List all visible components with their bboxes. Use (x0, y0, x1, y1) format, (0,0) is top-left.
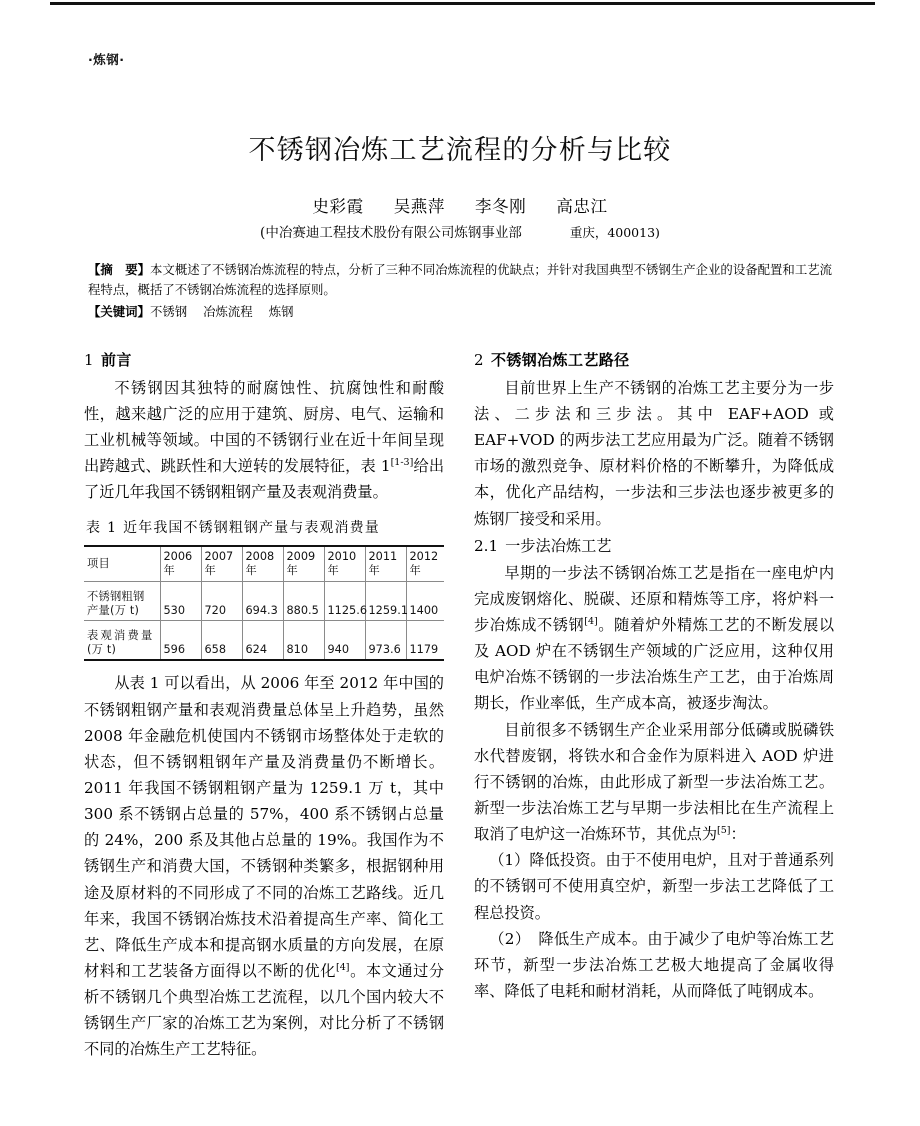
reference-marker-4: [4] (336, 961, 350, 973)
table-header-cell-2012: 2012 年 (406, 546, 444, 582)
section-heading-2-1 (474, 533, 834, 559)
table-row-label-consumption-line1: 表观消费量 (87, 628, 155, 642)
section-21-title: 一步法冶炼工艺 (505, 536, 612, 555)
table-row-label-consumption (84, 621, 160, 661)
table-1-caption-text: 近年我国不锈钢粗钢产量与表观消费量 (123, 519, 380, 536)
table-cell: 624 (242, 621, 283, 661)
paragraph-section21-2-b: ： (730, 825, 746, 844)
table-row-label-production (84, 582, 160, 621)
table-row (84, 621, 444, 661)
table-cell: 1400 (406, 582, 444, 621)
table-cell: 880.5 (283, 582, 324, 621)
table-header-cell-item: 项目 (84, 546, 160, 582)
keyword-3: 炼钢 (268, 304, 294, 320)
affiliation-org: (中冶赛迪工程技术股份有限公司炼钢事业部 (260, 225, 522, 241)
author-list (0, 193, 920, 217)
table-cell: 973.6 (365, 621, 406, 661)
keywords-label: 【关键词】 (88, 304, 150, 320)
table-cell: 810 (283, 621, 324, 661)
table-header-cell-2009: 2009 年 (283, 546, 324, 582)
table-cell: 658 (201, 621, 242, 661)
running-head: ·炼钢· (88, 52, 125, 67)
table-row-label-production-line2: 产量(万 t) (87, 604, 140, 618)
paragraph-section2-1: 目前世界上生产不锈钢的冶炼工艺主要分为一步法、二步法和三步法。其中 EAF+AOD 或 EAF+VOD 的两步法工艺应用最为广泛。随着不锈钢市场的激烈竞争、原材料价格的不断攀升，为降低成本，优化产品结构，一步法和三步法也逐步被更多的炼钢厂接受和采用。 (474, 378, 834, 528)
paragraph-intro-1-a: 不锈钢因其独特的耐腐蚀性、抗腐蚀性和耐酸性，越来越广泛的应用于建筑、厨房、电气、运输和工业机械等领域。中国的不锈钢行业在近十年间呈现出跨越式、跳跃性和大逆转的发展特征，表 1 (84, 378, 444, 476)
keyword-1: 不锈钢 (149, 304, 188, 320)
table-cell: 1179 (406, 621, 444, 661)
list-item: （1）降低投资。由于不使用电炉，且对于普通系列的不锈钢可不使用真空炉，新型一步法工艺降低了工程总投资。 (474, 851, 834, 922)
keyword-2: 冶炼流程 (203, 304, 253, 320)
paragraph-intro-1-b: 给出了近几年我国不锈钢粗钢产量及表观消费量。 (84, 457, 445, 502)
paragraph-section21-1-a: 早期的一步法不锈钢冶炼工艺是指在一座电炉内完成废钢熔化、脱碳、还原和精炼等工序，将炉料一步冶炼成不锈钢 (474, 563, 834, 635)
column-left (84, 348, 444, 1063)
paragraph-section21-2 (474, 717, 834, 848)
table-1-caption-label: 表 (86, 519, 102, 536)
table-header-row (84, 546, 444, 582)
table-row (84, 582, 444, 621)
table-cell: 694.3 (242, 582, 283, 621)
table-header-cell-2010: 2010 年 (324, 546, 365, 582)
column-right (474, 348, 834, 1004)
abstract-block (88, 260, 832, 324)
list-item: （2） 降低生产成本。由于减少了电炉等冶炼工艺环节，新型一步法冶炼工艺极大地提高了金属收得率、降低了电耗和耐材消耗，从而降低了吨钢成本。 (474, 929, 834, 1001)
section-heading-1 (84, 348, 444, 374)
table-cell: 940 (324, 621, 365, 661)
table-row-label-production-line1: 不锈钢粗钢 (87, 589, 145, 603)
table-header-cell-2008: 2008 年 (242, 546, 283, 582)
page-title: 不锈钢冶炼工艺流程的分析与比较 (248, 135, 672, 166)
table-cell: 1125.6 (324, 582, 365, 621)
author-3: 李冬刚 (475, 197, 527, 216)
section-1-number: 1 (84, 351, 94, 369)
table-row-label-consumption-line2: (万 t) (87, 643, 117, 657)
author-1: 史彩霞 (312, 197, 364, 216)
affiliation-city: 重庆，400013) (569, 225, 660, 240)
table-cell: 720 (201, 582, 242, 621)
paragraph-intro-2-a: 从表 1 可以看出，从 2006 年至 2012 年中国的不锈钢粗钢产量和表观消费量总体呈上升趋势，虽然 2008 年金融危机使国内不锈钢市场整体处于走软的状态，但不锈钢粗钢年产量及消费量仍不断增长。2011 年我国不锈钢粗钢产量为 1259.1 万 t，其中 300 系不锈钢占总量的 57%，400 系不锈钢占总量的 24%，200 系及其他占总量的 19%。我国作为不锈钢生产和消费大国，不锈钢种类繁多，根据钢种用途及原材料的不同形成了不同的冶炼工艺路线。近几年来，我国不锈钢冶炼技术沿着提高生产率、简化工艺、降低生产成本和提高钢水质量的方向发展，在原材料和工艺装备方面得以不断的优化 (84, 674, 444, 981)
page-top-rule (50, 2, 875, 5)
paragraph-section21-2-a: 目前很多不锈钢生产企业采用部分低磷或脱磷铁水代替废钢，将铁水和合金作为原料进入 AOD 炉进行不锈钢的冶炼，由此形成了新型一步法冶炼工艺。新型一步法冶炼工艺与早期一步法相比在生产流程上取消了电炉这一冶炼环节，其优点为 (474, 720, 834, 844)
table-1-caption (86, 516, 444, 540)
table-header-cell-2006: 2006 年 (160, 546, 201, 582)
section-2-number: 2 (474, 351, 484, 369)
paragraph-section21-1-b: 。随着炉外精炼工艺的不断发展以及 AOD 炉在不锈钢生产领域的广泛应用，这种仅用电炉冶炼不锈钢的一步法冶炼生产工艺，由于冶炼周期长，作业率低，生产成本高，被逐步淘汰。 (474, 616, 835, 713)
table-header-cell-2011: 2011 年 (365, 546, 406, 582)
abstract-label: 【摘 要】 (88, 262, 151, 277)
affiliation (0, 221, 920, 241)
paragraph-intro-2 (84, 670, 444, 1062)
table-header-cell-2007: 2007 年 (201, 546, 242, 582)
section-21-number: 2.1 (474, 536, 499, 555)
reference-marker-1-3: [1-3] (390, 457, 414, 469)
abstract-text: 本文概述了不锈钢冶炼流程的特点，分析了三种不同冶炼流程的优缺点；并针对我国典型不锈钢生产企业的设备配置和工艺流程特点，概括了不锈钢冶炼流程的选择原则。 (88, 262, 833, 298)
paragraph-intro-1 (84, 375, 444, 506)
paragraph-section21-1 (474, 560, 834, 717)
abstract-paragraph (88, 260, 832, 300)
author-4: 高忠江 (556, 197, 608, 216)
paragraph-intro-2-b: 。本文通过分析不锈钢几个典型冶炼工艺流程，以几个国内较大不锈钢生产厂家的冶炼工艺为案例，对比分析了不锈钢不同的冶炼生产工艺特征。 (84, 962, 445, 1059)
table-cell: 1259.1 (365, 582, 406, 621)
reference-marker-5: [5] (717, 825, 731, 837)
keywords-paragraph (88, 302, 832, 322)
reference-marker-4b: [4] (584, 616, 598, 627)
table-cell: 596 (160, 621, 201, 661)
section-heading-2 (474, 348, 834, 374)
section-1-title: 前言 (100, 351, 132, 369)
table-1-caption-number: 1 (107, 519, 118, 536)
table-cell: 530 (160, 582, 201, 621)
section-2-title: 不锈钢冶炼工艺路径 (490, 351, 630, 369)
table-1 (84, 545, 444, 662)
author-2: 吴燕萍 (393, 197, 445, 216)
table-1-wrapper (84, 516, 444, 662)
